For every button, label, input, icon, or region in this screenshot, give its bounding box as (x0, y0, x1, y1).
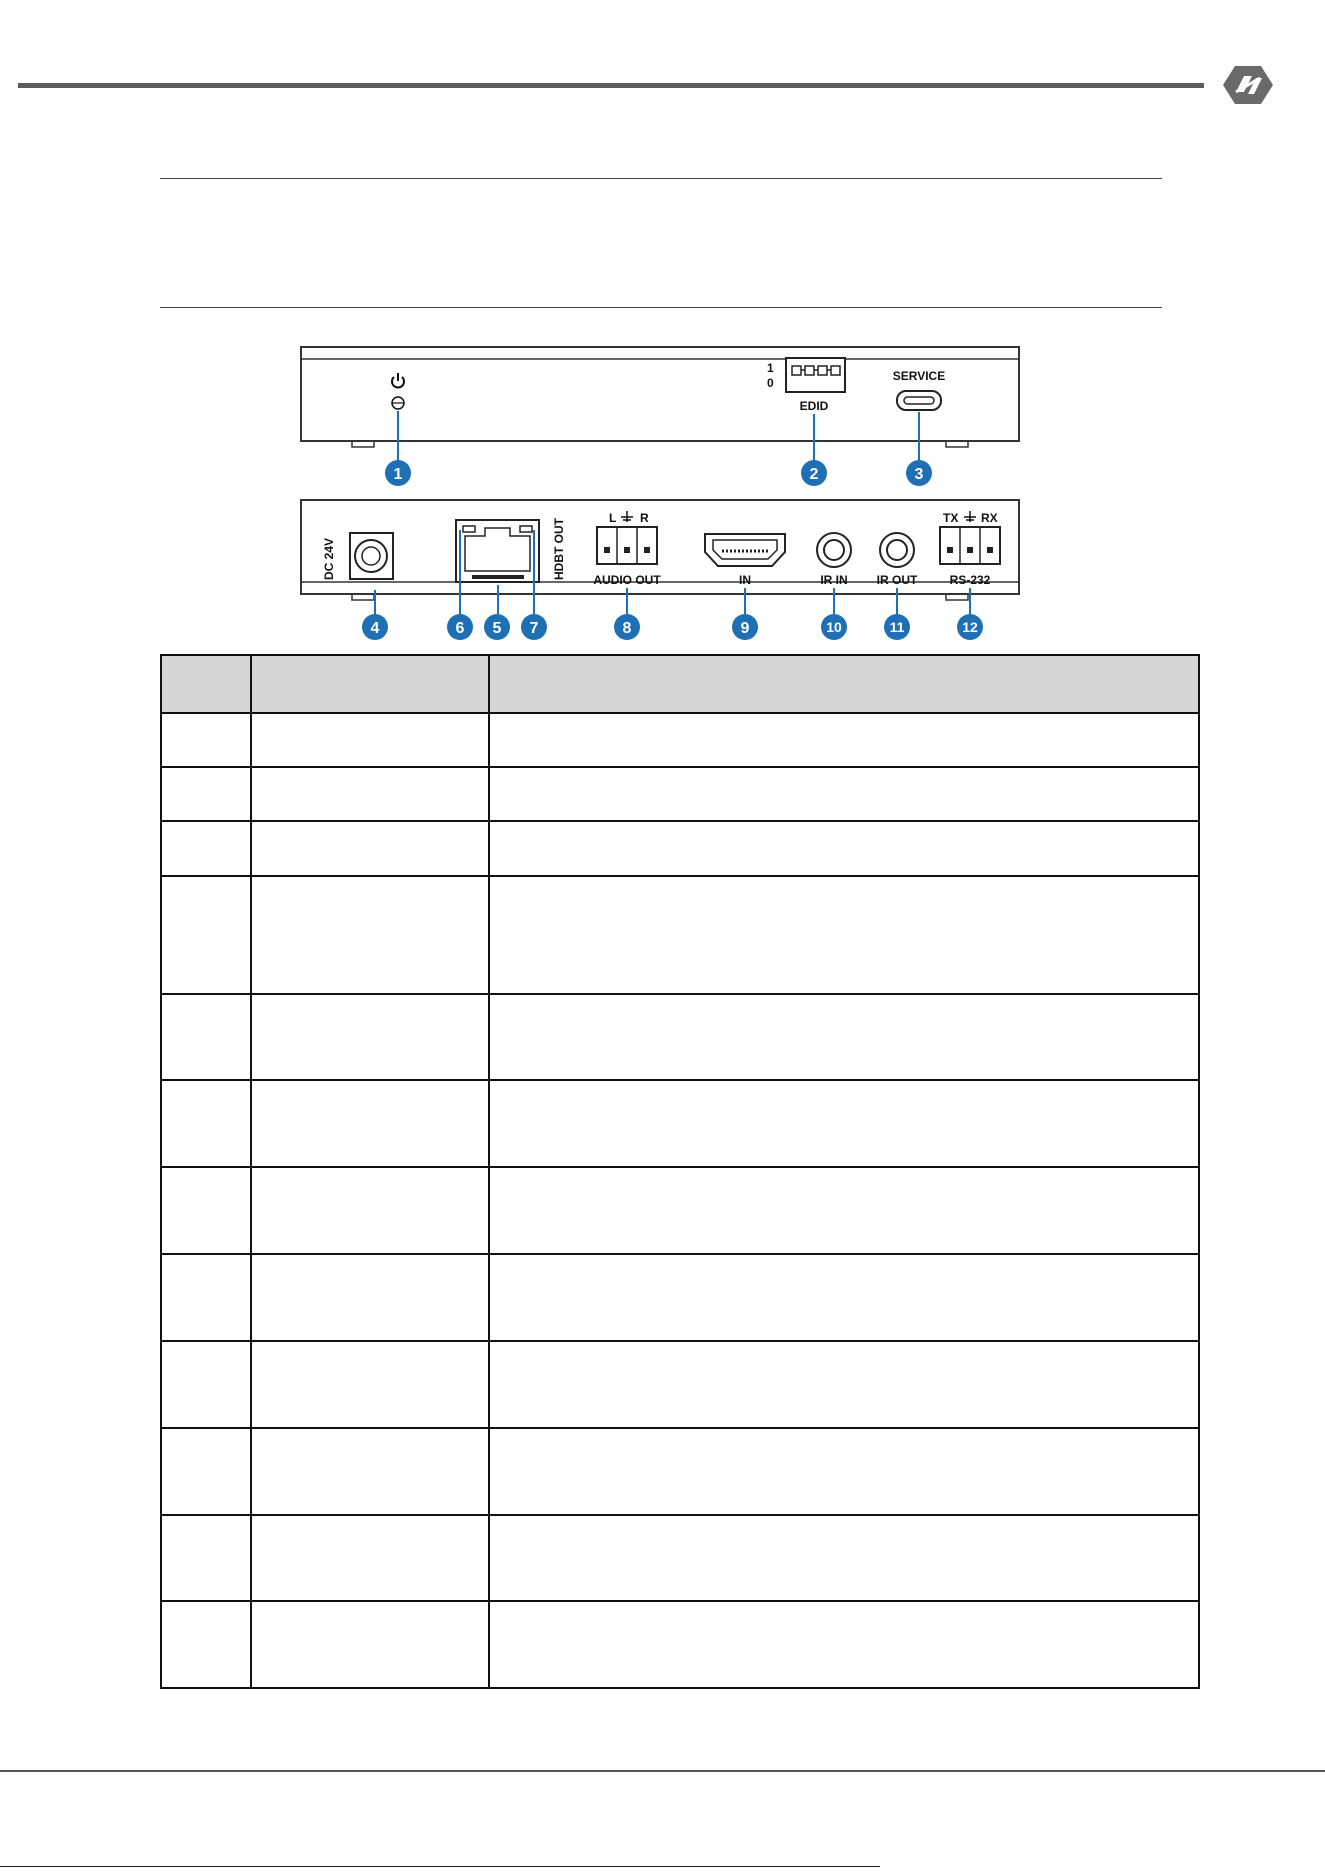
ir-in-label: IR IN (820, 573, 848, 587)
row-description (489, 821, 1199, 876)
footer-rule (0, 1770, 1325, 1772)
edid-label: EDID (799, 399, 829, 413)
table-row (161, 713, 1199, 767)
row-name (251, 1601, 489, 1688)
svg-text:2: 2 (809, 466, 819, 483)
callout-1 (385, 460, 411, 486)
callout-10 (821, 614, 847, 640)
row-name (251, 821, 489, 876)
rs232-terminal-block[interactable] (940, 527, 1000, 564)
table-header-row (161, 655, 1199, 713)
column-header-description (489, 655, 1199, 713)
table-row (161, 1601, 1199, 1688)
row-name (251, 1428, 489, 1515)
callout-11 (884, 614, 910, 640)
row-description (489, 713, 1199, 767)
row-number (161, 1601, 251, 1688)
svg-text:1: 1 (393, 466, 403, 483)
callout-8 (614, 614, 640, 640)
row-number (161, 1341, 251, 1428)
svg-text:4: 4 (370, 620, 380, 637)
row-name (251, 713, 489, 767)
svg-text:6: 6 (455, 620, 465, 637)
row-name (251, 876, 489, 994)
svg-text:5: 5 (492, 620, 502, 637)
callout-3 (906, 460, 932, 486)
row-description (489, 1515, 1199, 1601)
row-number (161, 1254, 251, 1341)
row-number (161, 876, 251, 994)
edid-pos-0: 0 (767, 376, 774, 390)
table-row (161, 1428, 1199, 1515)
row-name (251, 1254, 489, 1341)
row-description (489, 1254, 1199, 1341)
table-row (161, 1341, 1199, 1428)
row-name (251, 1341, 489, 1428)
column-header-number (161, 655, 251, 713)
row-number (161, 713, 251, 767)
service-usb-c-port[interactable] (897, 391, 941, 410)
callout-12 (957, 614, 983, 640)
row-name (251, 1167, 489, 1254)
table-row (161, 821, 1199, 876)
row-number (161, 1167, 251, 1254)
row-description (489, 1080, 1199, 1167)
callout-4 (362, 614, 388, 640)
edid-dip-switch[interactable] (786, 358, 845, 392)
hdbt-out-rj45-port[interactable] (456, 520, 539, 582)
row-number (161, 767, 251, 821)
svg-text:12: 12 (962, 619, 978, 635)
row-name (251, 1515, 489, 1601)
audio-out-label: AUDIO OUT (593, 573, 661, 587)
row-number (161, 1428, 251, 1515)
svg-text:3: 3 (914, 466, 924, 483)
audio-out-terminal-block[interactable] (597, 527, 657, 564)
hdmi-in-label: IN (739, 573, 751, 587)
row-name (251, 994, 489, 1080)
audio-r-label: R (640, 511, 649, 525)
audio-l-label: L (609, 511, 617, 525)
dc-power-jack[interactable] (350, 533, 393, 579)
callout-7 (521, 614, 547, 640)
rs232-label: RS-232 (949, 573, 991, 587)
svg-text:11: 11 (889, 619, 905, 635)
svg-text:9: 9 (740, 620, 750, 637)
row-description (489, 1601, 1199, 1688)
row-description (489, 1428, 1199, 1515)
ir-out-label: IR OUT (876, 573, 918, 587)
table-row (161, 1167, 1199, 1254)
callout-9 (732, 614, 758, 640)
rs232-tx-label: TX (943, 511, 959, 525)
svg-text:8: 8 (622, 620, 632, 637)
table-row (161, 1080, 1199, 1167)
front-panel (301, 347, 1019, 447)
ir-in-jack[interactable] (817, 533, 851, 567)
ir-out-jack[interactable] (880, 533, 914, 567)
row-number (161, 994, 251, 1080)
callout-5 (484, 614, 510, 640)
row-description (489, 994, 1199, 1080)
rear-panel (301, 500, 1019, 600)
row-number (161, 1080, 251, 1167)
callout-6 (447, 614, 473, 640)
svg-text:7: 7 (529, 620, 539, 637)
table-row (161, 1515, 1199, 1601)
rs232-rx-label: RX (981, 511, 998, 525)
callout-2 (801, 460, 827, 486)
row-number (161, 1515, 251, 1601)
row-name (251, 767, 489, 821)
table-row (161, 767, 1199, 821)
panel-diagram (0, 0, 1325, 654)
table-row (161, 994, 1199, 1080)
row-description (489, 767, 1199, 821)
column-header-name (251, 655, 489, 713)
table-row (161, 876, 1199, 994)
svg-text:10: 10 (826, 619, 842, 635)
hdmi-in-port[interactable] (705, 534, 785, 566)
row-name (251, 1080, 489, 1167)
hdbt-out-label: HDBT OUT (552, 518, 566, 580)
footer-rule-secondary (0, 1866, 880, 1867)
dc-24v-label: DC 24V (322, 537, 336, 580)
edid-pos-1: 1 (767, 361, 774, 375)
service-label: SERVICE (892, 369, 946, 383)
row-description (489, 876, 1199, 994)
table-row (161, 1254, 1199, 1341)
connector-description-table (160, 654, 1200, 1689)
row-description (489, 1341, 1199, 1428)
row-description (489, 1167, 1199, 1254)
row-number (161, 821, 251, 876)
